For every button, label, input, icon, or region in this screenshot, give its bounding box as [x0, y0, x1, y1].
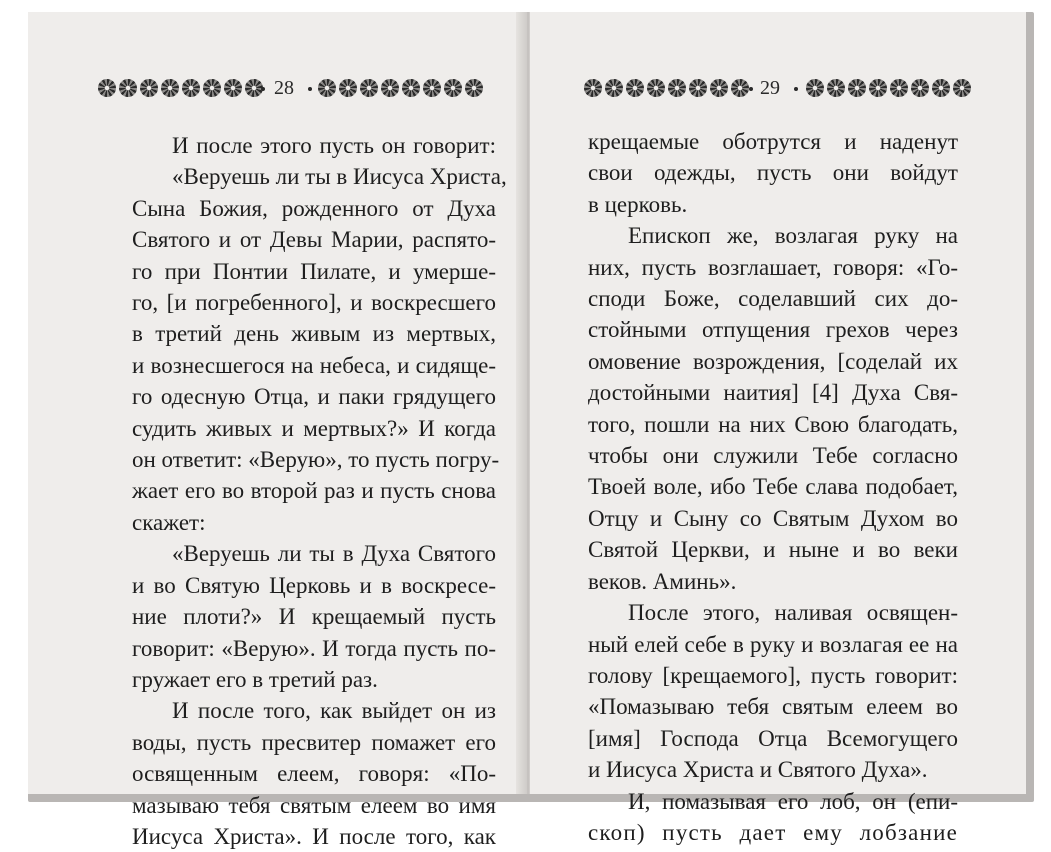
rosette-ornament-icon [806, 79, 824, 97]
text-line: [имя] Господа Отца Всемогущего [588, 725, 958, 751]
right-page-body [588, 126, 958, 848]
rosette-ornament-icon [668, 79, 686, 97]
text-line: Епископ же, возлагая руку на [628, 223, 958, 249]
text-line: Твоей воле, ибо Тебе слава подобает, [588, 474, 958, 500]
text-line: го при Понтии Пилате, и умерше- [132, 258, 496, 284]
open-book [28, 12, 1034, 849]
text-line: стойными отпущения грехов через [588, 317, 958, 343]
text-line: них, пусть возглашает, говоря: «Го- [588, 254, 958, 280]
rosette-ornament-icon [647, 79, 665, 97]
text-line: говорит: «Верую». И тогда пусть по- [132, 635, 496, 661]
text-line: го одесную Отца, и паки грядущего [132, 384, 496, 410]
text-line: скоп) пусть дает ему лобзание [588, 819, 958, 845]
text-line: голову [крещаемого], пусть говорит: [588, 662, 958, 688]
page-number: 28 [274, 77, 294, 99]
text-line: веков. Аминь». [588, 568, 737, 594]
rosette-ornament-icon [318, 79, 336, 97]
right-ornament-row-2 [806, 78, 971, 98]
rosette-ornament-icon [182, 79, 200, 97]
rosette-ornament-icon [827, 79, 845, 97]
rosette-ornament-icon [465, 79, 483, 97]
rosette-ornament-icon [911, 79, 929, 97]
rosette-ornament-icon [731, 79, 749, 97]
rosette-ornament-icon [869, 79, 887, 97]
right-page [530, 12, 1026, 845]
text-line: воды, пусть пресвитер помажет его [132, 729, 496, 755]
separator-dot-icon [794, 87, 798, 91]
rosette-ornament-icon [953, 79, 971, 97]
page-number: 29 [760, 77, 780, 99]
text-line: ный елей себе в руку и возлагая ее на [588, 631, 958, 657]
text-line: чтобы они служили Тебе согласно [588, 443, 958, 469]
text-line: и во Святую Церковь и в воскресе- [132, 572, 496, 598]
rosette-ornament-icon [119, 79, 137, 97]
text-line: мазываю тебя святым елеем во имя [132, 792, 496, 818]
text-line: крещаемые оботрутся и наденут [588, 129, 958, 154]
text-line: И, помазывая его лоб, он (епи- [628, 788, 958, 814]
text-line: жает его во второй раз и пусть снова [132, 478, 496, 504]
rosette-ornament-icon [381, 79, 399, 97]
rosette-ornament-icon [402, 79, 420, 97]
rosette-ornament-icon [848, 79, 866, 97]
text-line: в третий день живым из мертвых, [132, 321, 496, 347]
text-line: И после того, как выйдет он из [172, 698, 496, 724]
text-line: освященным елеем, говоря: «По- [132, 761, 496, 787]
rosette-ornament-icon [339, 79, 357, 97]
rosette-ornament-icon [203, 79, 221, 97]
text-line: и Иисуса Христа и Святого Духа». [588, 757, 928, 783]
rosette-ornament-icon [423, 79, 441, 97]
rosette-ornament-icon [890, 79, 908, 97]
left-ornament-row-1 [98, 78, 263, 98]
text-line: Сына Божия, рожденного от Духа [132, 195, 496, 221]
right-ornament-row-1 [584, 78, 749, 98]
left-ornament-row-2 [318, 78, 483, 98]
rosette-ornament-icon [710, 79, 728, 97]
text-line: го, [и погребенного], и воскресшего [132, 290, 496, 316]
rosette-ornament-icon [584, 79, 602, 97]
text-line: скажет: [132, 509, 206, 535]
text-line: в церковь. [588, 191, 688, 217]
text-line: споди Боже, соделавший сих до- [588, 286, 958, 312]
text-line: Отцу и Сыну со Святым Духом во [588, 505, 958, 531]
text-line: «Помазываю тебя святым елеем во [588, 694, 958, 720]
rosette-ornament-icon [444, 79, 462, 97]
left-page-body [132, 130, 507, 852]
rosette-ornament-icon [360, 79, 378, 97]
rosette-ornament-icon [140, 79, 158, 97]
text-line: Святой Церкви, и ныне и во веки [588, 537, 958, 563]
text-line: он ответит: «Верую», то пусть погру- [132, 447, 500, 473]
rosette-ornament-icon [689, 79, 707, 97]
text-line: «Веруешь ли ты в Иисуса Христа, [172, 164, 507, 190]
left-page [28, 12, 525, 849]
separator-dot-icon [308, 87, 312, 91]
rosette-ornament-icon [161, 79, 179, 97]
text-line: омовение возрождения, [соделай их [588, 348, 958, 374]
rosette-ornament-icon [626, 79, 644, 97]
left-page-header [28, 76, 524, 102]
text-line: И после этого пусть он говорит: [172, 133, 496, 158]
text-line: достойными наития] [4] Духа Свя- [588, 380, 958, 406]
text-line: гружает его в третий раз. [132, 666, 378, 692]
rosette-ornament-icon [98, 79, 116, 97]
text-line: Иисуса Христа». И после того, как [132, 823, 496, 849]
text-line: После этого, наливая освящен- [628, 600, 958, 626]
text-line: судить живых и мертвых?» И когда [132, 415, 496, 441]
rosette-ornament-icon [605, 79, 623, 97]
separator-dot-icon [749, 87, 753, 91]
text-line: Святого и от Девы Марии, распято- [132, 227, 496, 253]
right-page-header [530, 76, 1026, 102]
text-line: и вознесшегося на небеса, и сидяще- [132, 352, 496, 378]
text-line: того, пошли на них Свою благодать, [588, 411, 958, 437]
text-line: «Веруешь ли ты в Духа Святого [172, 541, 496, 567]
separator-dot-icon [261, 87, 265, 91]
text-line: свои одежды, пусть они войдут [588, 160, 958, 186]
rosette-ornament-icon [224, 79, 242, 97]
rosette-ornament-icon [932, 79, 950, 97]
text-line: ние плоти?» И крещаемый пусть [132, 604, 496, 630]
